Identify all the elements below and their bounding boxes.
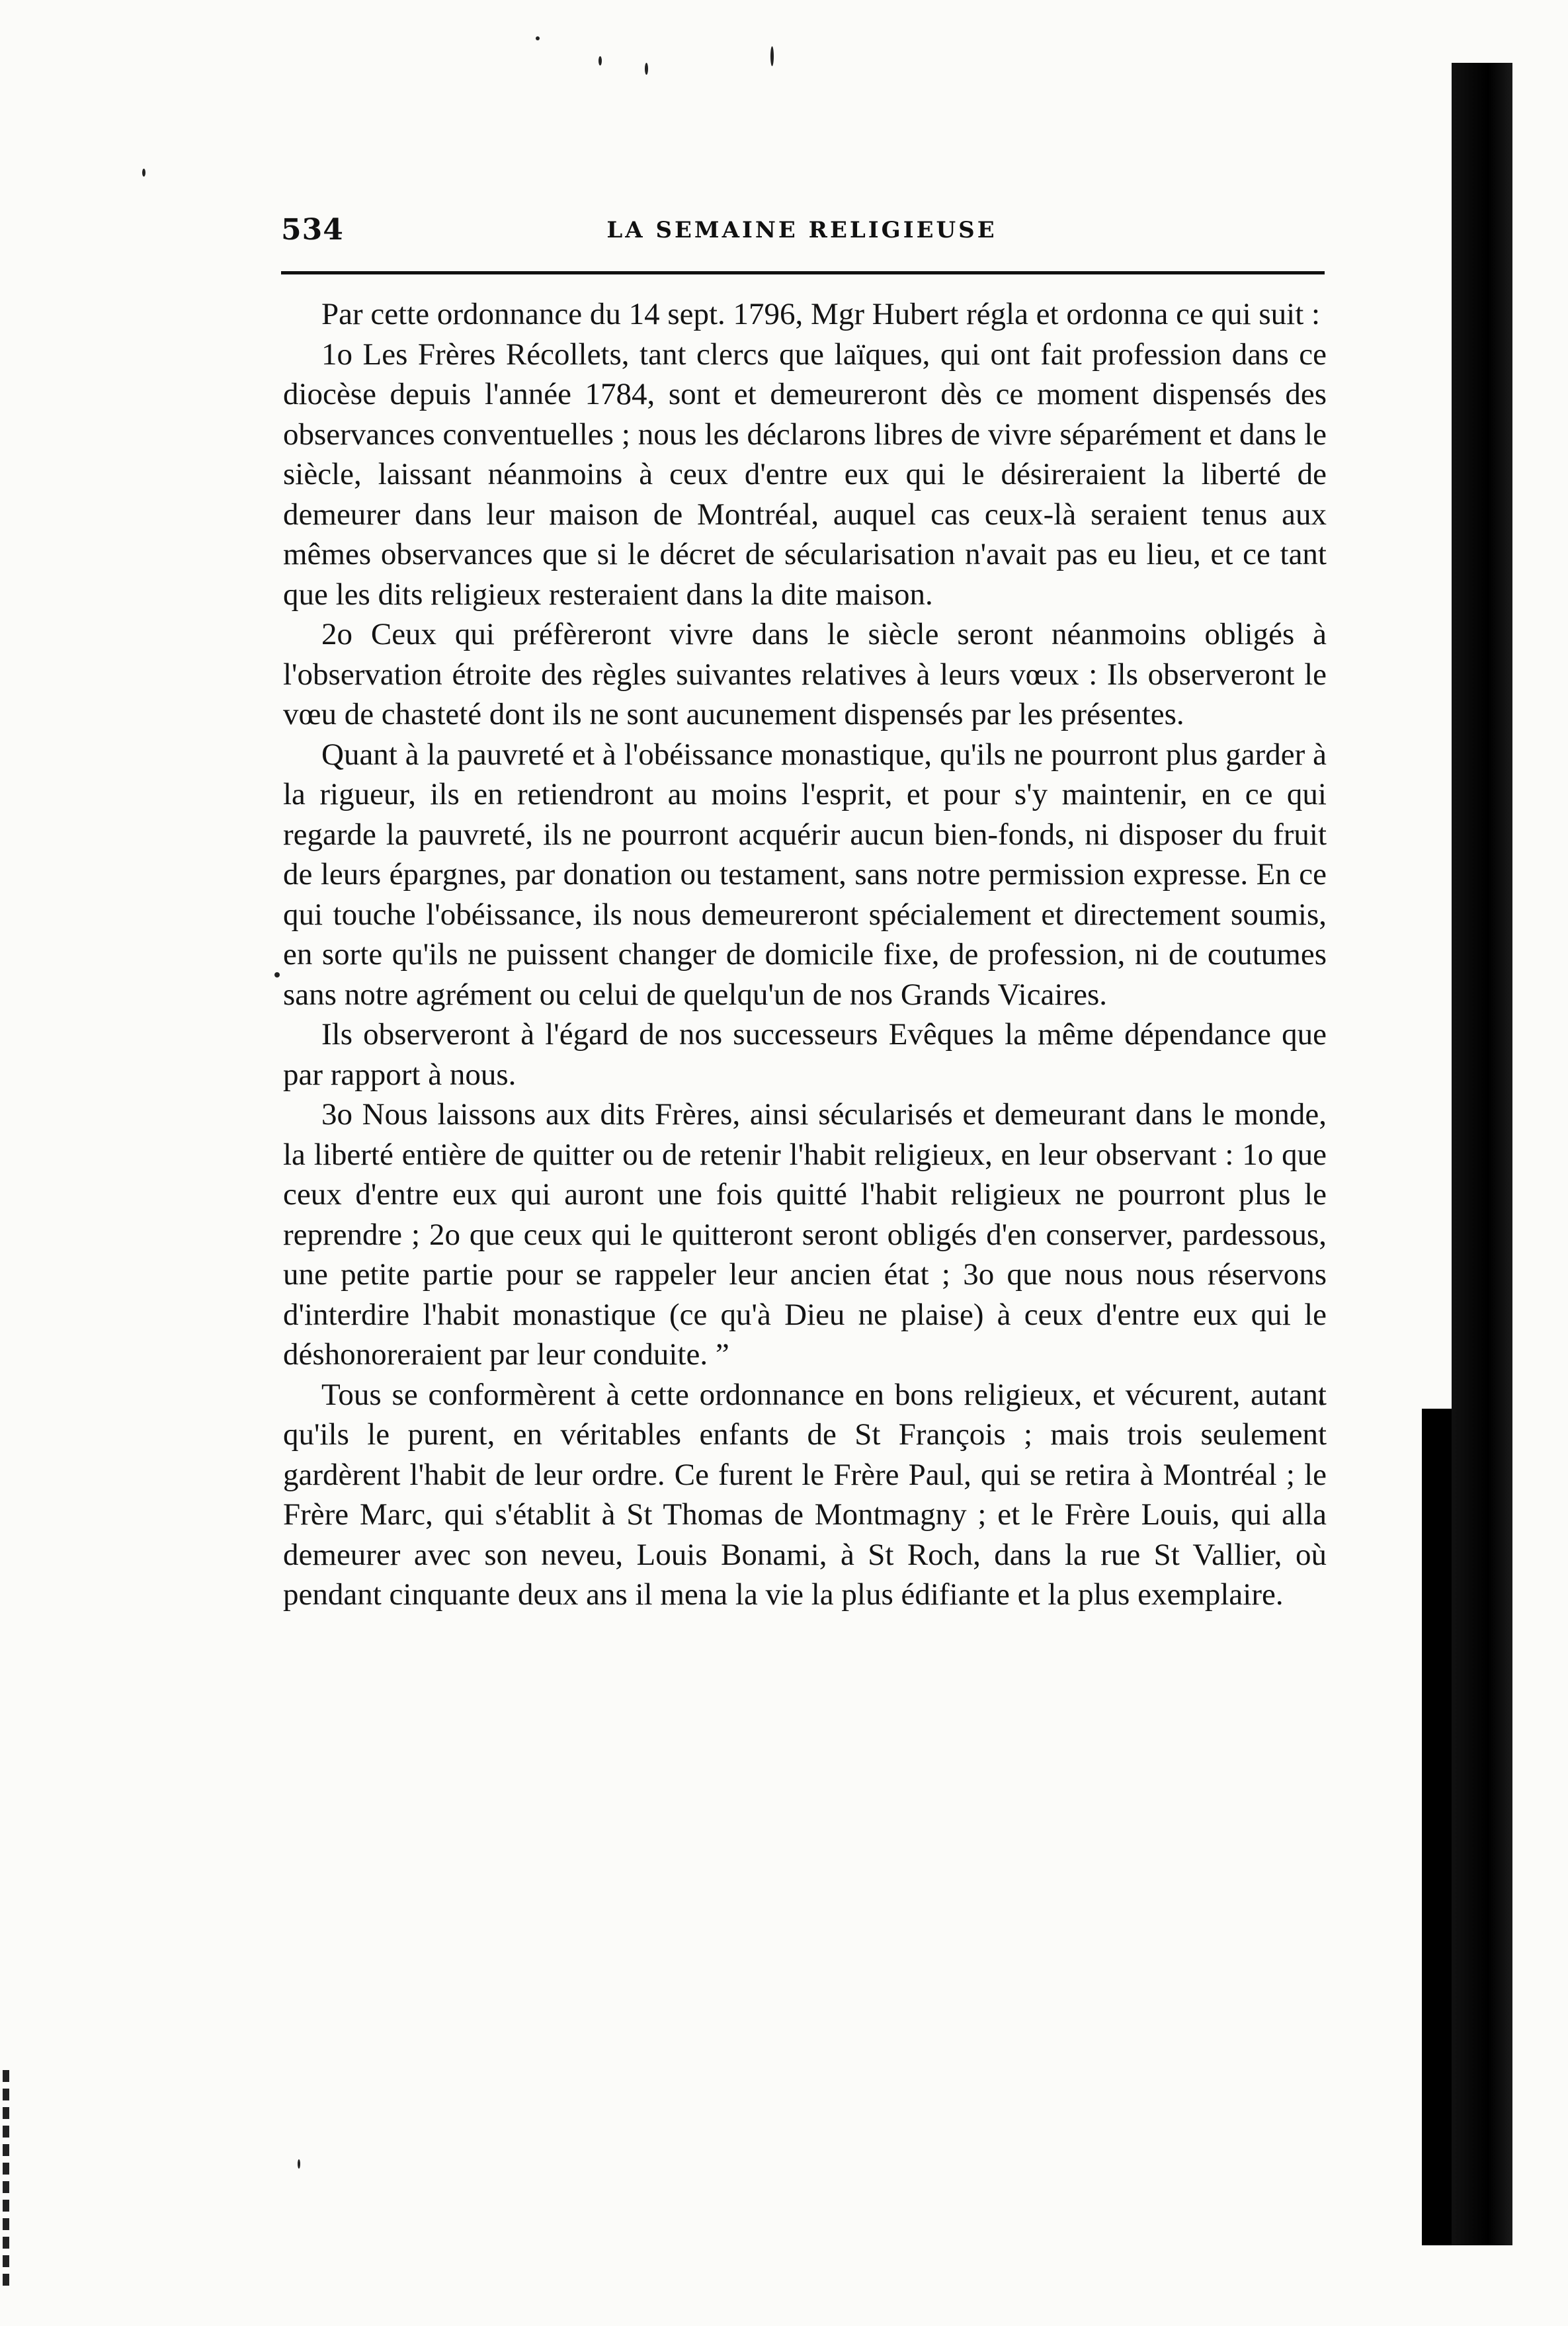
binding-edge-mark	[3, 2070, 9, 2288]
scan-speck	[645, 63, 648, 75]
page-header	[281, 213, 1323, 253]
scan-shadow-edge	[1452, 63, 1512, 2245]
paragraph: 3o Nous laissons aux dits Frères, ainsi sécularisés et demeurant dans le monde, la liberté entière de quitter ou de retenir l'habit religieux, en leur observant : 1o que ceux d'entre eux qui auront une fois quitté l'habit religieux ne pourront plus le reprendre ; 2o que ceux qui le quitteront seront obligés d'en conserver, pardessous, une petite partie pour se rappeler leur ancien état ; 3o que nous nous réservons d'interdire l'habit monastique (ce qu'à Dieu ne plaise) à ceux d'entre eux qui le déshonoreraient par leur conduite. ”	[283, 1097, 1327, 1372]
scan-speck	[598, 56, 602, 65]
paragraph: Ils observeront à l'égard de nos successeurs Evêques la même dépendance que par rapport à nous.	[283, 1017, 1327, 1092]
scan-speck	[298, 2159, 300, 2169]
scan-shadow-edge-lower	[1422, 1409, 1452, 2245]
page-number: 534	[281, 213, 344, 247]
paragraph: 2o Ceux qui préfèreront vivre dans le siècle seront néanmoins obligés à l'observation étroite des règles suivantes relatives à leurs vœux : Ils observeront le vœu de chasteté dont ils ne sont aucunement dispensés par les présentes.	[283, 617, 1327, 731]
paragraph: Tous se conformèrent à cette ordonnance en bons religieux, et vécurent, autant qu'ils le purent, en véritables enfants de St François ; mais trois seulement gardèrent l'habit de leur ordre. Ce furent le Frère Paul, qui se retira à Montréal ; le Frère Marc, qui s'établit à St Thomas de Montmagny ; et le Frère Louis, qui alla demeurer avec son neveu, Louis Bonami, à St Roch, dans la rue St Vallier, où pendant cinquante deux ans il mena la vie la plus édifiante et la plus exemplaire.	[283, 1377, 1327, 1612]
scan-speck	[274, 972, 280, 977]
scan-speck	[142, 169, 145, 177]
scan-speck	[536, 36, 540, 40]
paragraph: Quant à la pauvreté et à l'obéissance monastique, qu'ils ne pourront plus garder à la rigueur, ils en retiendront au moins l'esprit, et pour s'y maintenir, en ce qui regarde la pauvreté, ils ne pourront acquérir aucun bien-fonds, ni disposer du fruit de leurs épargnes, par donation ou testament, sans notre permission expresse. En ce qui touche l'obéissance, ils nous demeureront spécialement et directement soumis, en sorte qu'ils ne puissent changer de domicile fixe, de profession, ni de coutumes sans notre agrément ou celui de quelqu'un de nos Grands Vicaires.	[283, 737, 1327, 1012]
running-title: LA SEMAINE RELIGIEUSE	[606, 217, 997, 243]
body-text	[283, 294, 1327, 1615]
paragraph: Par cette ordonnance du 14 sept. 1796, Mgr Hubert régla et ordonna ce qui suit :	[321, 297, 1321, 331]
scan-speck	[770, 46, 774, 66]
header-rule	[281, 271, 1325, 274]
paragraph: 1o Les Frères Récollets, tant clercs que laïques, qui ont fait profession dans ce diocèse depuis l'année 1784, sont et demeureront dès ce moment dispensés des observances conventuelles ; nous les déclarons libres de vivre séparément et dans le siècle, laissant néanmoins à ceux d'entre eux qui le désireraient la liberté de demeurer dans leur maison de Montréal, auquel cas ceux-là seraient tenus aux mêmes observances que si le décret de sécularisation n'avait pas eu lieu, et ce tant que les dits religieux resteraient dans la dite maison.	[283, 337, 1327, 612]
